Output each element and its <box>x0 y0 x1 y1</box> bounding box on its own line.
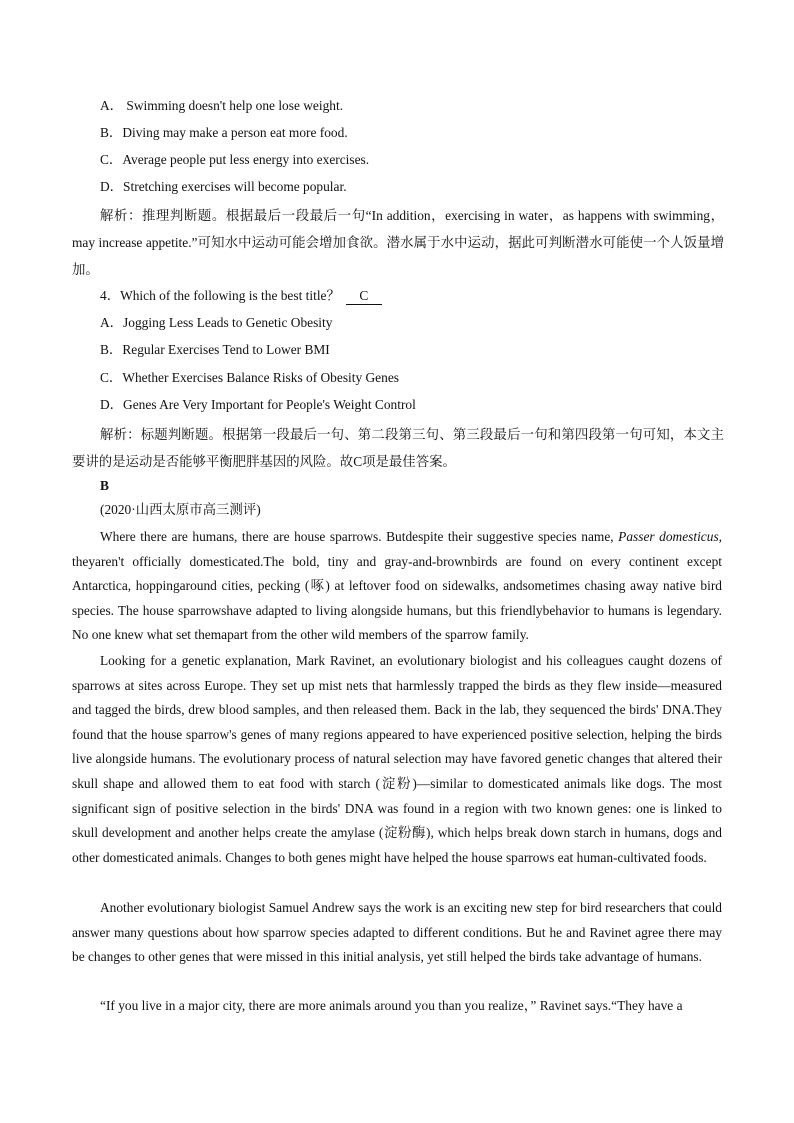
p1-text-end: theyaren't officially domesticated.The bold, tiny and gray-and-brownbirds are found on every continent except Antarctica, hoppingaround cities, pecking (啄) at leftover food on sidewalks, andsometimes chasing away native bird species. The house sparrowshave adapted to living alongside humans, but this friendlybehavior to humans is legendary. No one knew what set themapart from the other wild members of the sparrow family. <box>72 553 722 643</box>
q4-question <box>100 286 382 306</box>
q4-option-d: D．Genes Are Very Important for People's Weight Control <box>100 397 416 412</box>
q3-option-c: C．Average people put less energy into exercises. <box>100 152 370 167</box>
species-name: Passer domesticus, <box>618 529 722 544</box>
section-b-source: (2020·山西太原市高三测评) <box>100 502 261 517</box>
passage-paragraph-2: Looking for a genetic explanation, Mark Ravinet, an evolutionary biologist and his colleagues caught dozens of sparrows at sites across Europe. They set up mist nets that harmlessly trapped the birds as they flew inside—measured and tagged the birds, drew blood samples, and then released them. Back in the lab, they sequenced the birds' DNA.They found that the house sparrow's genes of many regions appeared to have experienced positive selection, helping the birds live alongside humans. The evolutionary process of natural selection may have favored genetic changes that altered their skull shape and allowed them to eat food with starch (淀粉)—similar to domesticated animals like dogs. The most significant sign of positive selection in the birds' DNA was found in a region with two known genes: one is linked to skull development and another helps create the amylase (淀粉酶), which helps break down starch in humans, dogs and other domesticated animals. Changes to both genes might have helped the house sparrows eat human-cultivated foods. <box>72 653 722 865</box>
p1-text-start: Where there are humans, there are house sparrows. Butdespite their suggestive species name, <box>100 529 619 544</box>
q3-option-a: A． Swimming doesn't help one lose weight. <box>100 98 344 113</box>
q4-question-text: 4．Which of the following is the best title？ <box>100 288 340 303</box>
q3-option-b: B．Diving may make a person eat more food. <box>100 125 348 140</box>
passage-paragraph-3: Another evolutionary biologist Samuel Andrew says the work is an exciting new step for bird researchers that could answer many questions about how sparrow species adapted to different conditions. But he and Ravinet agree there may be changes to other genes that were missed in this initial analysis, yet still helped the birds take advantage of humans. <box>72 900 722 965</box>
q4-option-a: A．Jogging Less Leads to Genetic Obesity <box>100 315 333 330</box>
section-b-label: B <box>100 478 109 493</box>
q3-analysis: 解析：推理判断题。根据最后一段最后一句“In addition，exercising in water，as happens with swimming，may increase appetite.”可知水中运动可能会增加食欲。潜水属于水中运动，据此可判断潜水可能使一个人饭量增加。 <box>72 208 724 277</box>
passage-paragraph-1 <box>72 525 722 648</box>
passage-paragraph-4: “If you live in a major city, there are more animals around you than you realize，” Ravinet says.“They have a <box>100 998 683 1013</box>
q4-option-c: C．Whether Exercises Balance Risks of Obesity Genes <box>100 370 399 385</box>
q4-analysis: 解析：标题判断题。根据第一段最后一句、第二段第三句、第三段最后一句和第四段第一句可知，本文主要讲的是运动是否能够平衡肥胖基因的风险。故C项是最佳答案。 <box>72 427 724 469</box>
q4-option-b: B．Regular Exercises Tend to Lower BMI <box>100 342 330 357</box>
q3-option-d: D．Stretching exercises will become popular. <box>100 179 347 194</box>
q4-answer-blank: C <box>346 288 382 305</box>
